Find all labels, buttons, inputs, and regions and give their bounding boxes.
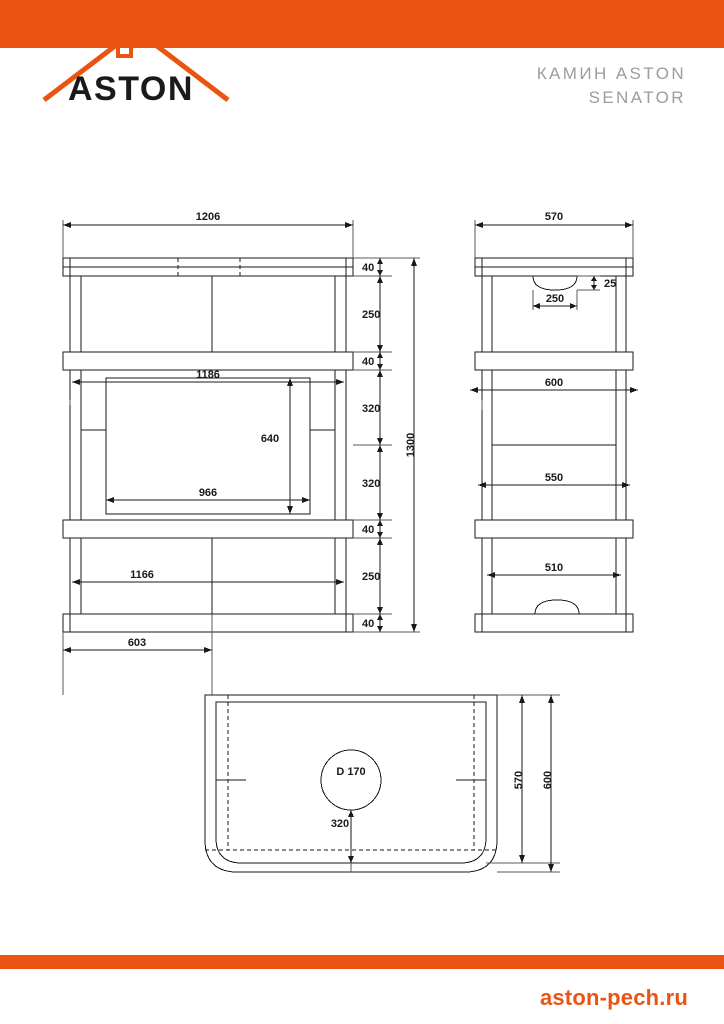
- dim-front-lower-shelf-thickness: 40: [362, 524, 375, 536]
- dim-front-upper-niche-height: 250: [362, 309, 381, 321]
- title-line-2: SENATOR: [588, 88, 686, 107]
- dim-front-base-half-width: 603: [127, 637, 147, 649]
- dim-front-firebox-upper-height: 320: [362, 403, 381, 415]
- dim-front-base-slab-thickness: 40: [362, 618, 375, 630]
- dim-front-top-slab-thickness: 40: [362, 262, 375, 274]
- dim-top-inner-depth: 570: [513, 770, 525, 790]
- dim-front-overall-width: 1206: [195, 211, 221, 223]
- dim-side-base-depth: 510: [544, 562, 564, 574]
- dim-front-firebox-lower-height: 320: [362, 478, 381, 490]
- svg-text:ASTON: ASTON: [68, 70, 194, 108]
- dim-side-upper-body-depth: 600: [544, 377, 564, 389]
- side-view-geometry: [475, 258, 633, 632]
- dim-top-flue-diameter: D 170: [336, 766, 366, 778]
- dim-front-lower-shelf-width: 1166: [130, 569, 154, 581]
- technical-drawing: [0, 150, 724, 940]
- dim-top-outer-depth: 600: [542, 770, 554, 790]
- dim-side-overall-depth: 570: [544, 211, 564, 223]
- dim-top-flue-offset: 320: [330, 818, 350, 830]
- dim-front-upper-shelf-thickness: 40: [362, 356, 375, 368]
- dim-side-flue-collar-width: 250: [545, 293, 565, 305]
- dim-side-flue-collar-height: 25: [604, 278, 617, 290]
- aston-logo: [36, 22, 236, 106]
- dim-front-firebox-opening-height: 640: [260, 433, 280, 445]
- footer-accent-bar: [0, 955, 724, 969]
- dim-front-overall-height: 1300: [405, 432, 417, 458]
- page-title: [537, 62, 686, 110]
- front-view-geometry: [63, 258, 353, 632]
- dim-front-firebox-opening-width: 966: [198, 487, 218, 499]
- dim-side-mid-body-depth: 550: [544, 472, 564, 484]
- dim-front-upper-shelf-width: 1186: [196, 369, 220, 381]
- title-line-1: КАМИН ASTON: [536, 64, 686, 83]
- footer-website: aston-pech.ru: [539, 985, 688, 1010]
- dim-front-lower-niche-height: 250: [362, 571, 381, 583]
